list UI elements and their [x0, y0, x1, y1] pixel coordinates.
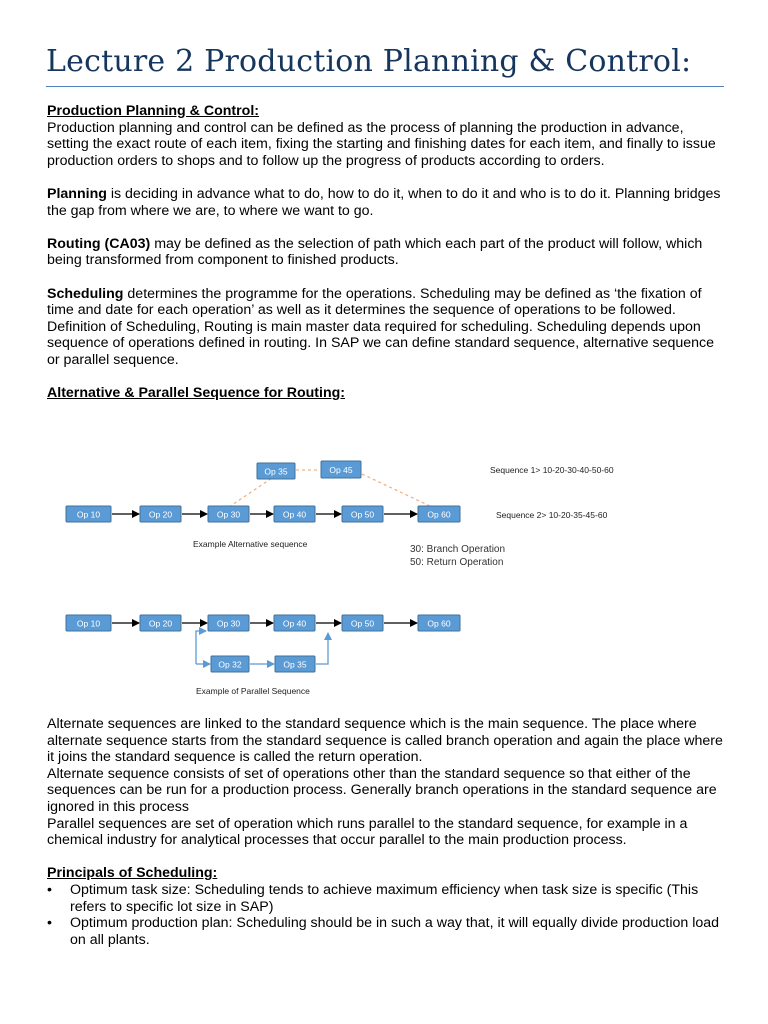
routing-text: may be defined as the selection of path which each part of the product will follow, which being transformed from component to finished products. [47, 235, 703, 269]
principals-heading: Principals of Scheduling: [47, 865, 218, 882]
scheduling-text-2: Definition of Scheduling, Routing is main master data required for scheduling. Scheduling depends upon sequence of operations defined in routing. In SAP we can define standard sequence, alternative sequence or parallel sequence. [47, 318, 715, 368]
routing-diagrams [0, 450, 768, 710]
routing-paragraph [47, 236, 727, 269]
par-op-label: Op 40 [282, 618, 307, 629]
branch-op-box [257, 463, 295, 479]
par-op-box [274, 615, 315, 631]
planning-term: Planning [47, 185, 107, 202]
alt-op-label: Op 60 [427, 509, 451, 520]
main-text [47, 103, 727, 402]
parallel-op-box [211, 656, 249, 672]
par-op-box [342, 615, 383, 631]
par-op-box [66, 615, 111, 631]
par-op-label: Op 60 [427, 618, 451, 629]
scheduling-text: determines the programme for the operations. Scheduling may be defined as ‘the fixation of time and date for each operation’ as well as it determines the sequence of operations to be followed. [47, 285, 702, 319]
alternate-paragraph-2: Alternate sequence consists of set of operations other than the standard sequence so that either of the sequences can be run for a production process. Generally branch operations in the standard sequence are ignored in this process [47, 765, 717, 815]
par-op-box [208, 615, 249, 631]
principal-text: Optimum production plan: Scheduling should be in such a way that, it will equally divide production load on all plants. [70, 915, 720, 948]
sequence-1-label: Sequence 1> 10-20-30-40-50-60 [490, 465, 614, 475]
par-op-label: Op 50 [350, 618, 375, 629]
sequence-2-label: Sequence 2> 10-20-35-45-60 [496, 510, 608, 520]
alt-op-box [208, 506, 249, 522]
principal-text: Optimum task size: Scheduling tends to achieve maximum efficiency when task size is specific (This refers to specific lot size in SAP) [70, 881, 699, 915]
parallel-op-label: Op 32 [218, 659, 242, 670]
par-op-box [140, 615, 181, 631]
principals-list [47, 882, 727, 948]
alt-op-box [66, 506, 111, 522]
alt-op-box [342, 506, 383, 522]
list-item [47, 882, 727, 915]
parallel-op-box [275, 656, 315, 672]
branch-op-label: Op 45 [329, 465, 353, 475]
alternative-sequence-diagram [66, 461, 614, 568]
lower-text [47, 716, 727, 948]
par-op-label: Op 30 [216, 618, 241, 629]
bullet-icon: • [47, 915, 52, 932]
branch-note: 30: Branch Operation [410, 544, 506, 555]
scheduling-paragraph [47, 286, 727, 319]
alt-op-box [418, 506, 460, 522]
return-note: 50: Return Operation [410, 557, 504, 568]
parallel-op-label: Op 35 [283, 659, 307, 670]
branch-op-label: Op 35 [264, 466, 288, 477]
page-title: Lecture 2 Production Planning & Control: [46, 44, 692, 79]
alt-caption: Example Alternative sequence [193, 539, 308, 549]
alt-op-label: Op 10 [76, 509, 101, 520]
par-op-box [418, 615, 460, 631]
scheduling-term: Scheduling [47, 285, 124, 302]
planning-text: is deciding in advance what to do, how to do it, when to do it and who is to do it. Planning bridges the gap from where we are, to where we want to go. [47, 185, 721, 219]
routing-diagram-svg [0, 450, 768, 710]
bullet-icon: • [47, 881, 52, 898]
alt-op-label: Op 40 [282, 509, 307, 520]
alternate-paragraph-1: Alternate sequences are linked to the standard sequence which is the main sequence. The place where alternate sequence starts from the standard sequence is called branch operation and again the place where it joins the standard sequence is called the return operation. [47, 716, 723, 766]
title-rule [46, 86, 724, 87]
parallel-paragraph: Parallel sequences are set of operation which runs parallel to the standard sequence, for example in a chemical industry for analytical processes that occur parallel to the main production process. [47, 815, 688, 849]
branch-op-box [321, 461, 361, 478]
alt-op-label: Op 20 [148, 509, 173, 520]
parallel-sequence-diagram [66, 615, 460, 696]
alt-op-label: Op 50 [350, 509, 375, 520]
list-item [47, 915, 727, 948]
par-caption: Example of Parallel Sequence [196, 686, 310, 696]
ppc-text: Production planning and control can be defined as the process of planning the production in advance, setting the exact route of each item, fixing the starting and finishing dates for each item, and finally to issue production orders to shops and to follow up the progress of products according to orders. [47, 119, 716, 169]
routing-term: Routing (CA03) [47, 235, 151, 252]
par-op-label: Op 20 [148, 618, 173, 629]
alt-op-box [274, 506, 315, 522]
alt-op-box [140, 506, 181, 522]
ppc-heading: Production Planning & Control: [47, 103, 260, 119]
alt-parallel-heading: Alternative & Parallel Sequence for Routing: [47, 385, 345, 402]
alt-op-label: Op 30 [216, 509, 241, 520]
planning-paragraph [47, 186, 727, 219]
par-op-label: Op 10 [76, 618, 101, 629]
